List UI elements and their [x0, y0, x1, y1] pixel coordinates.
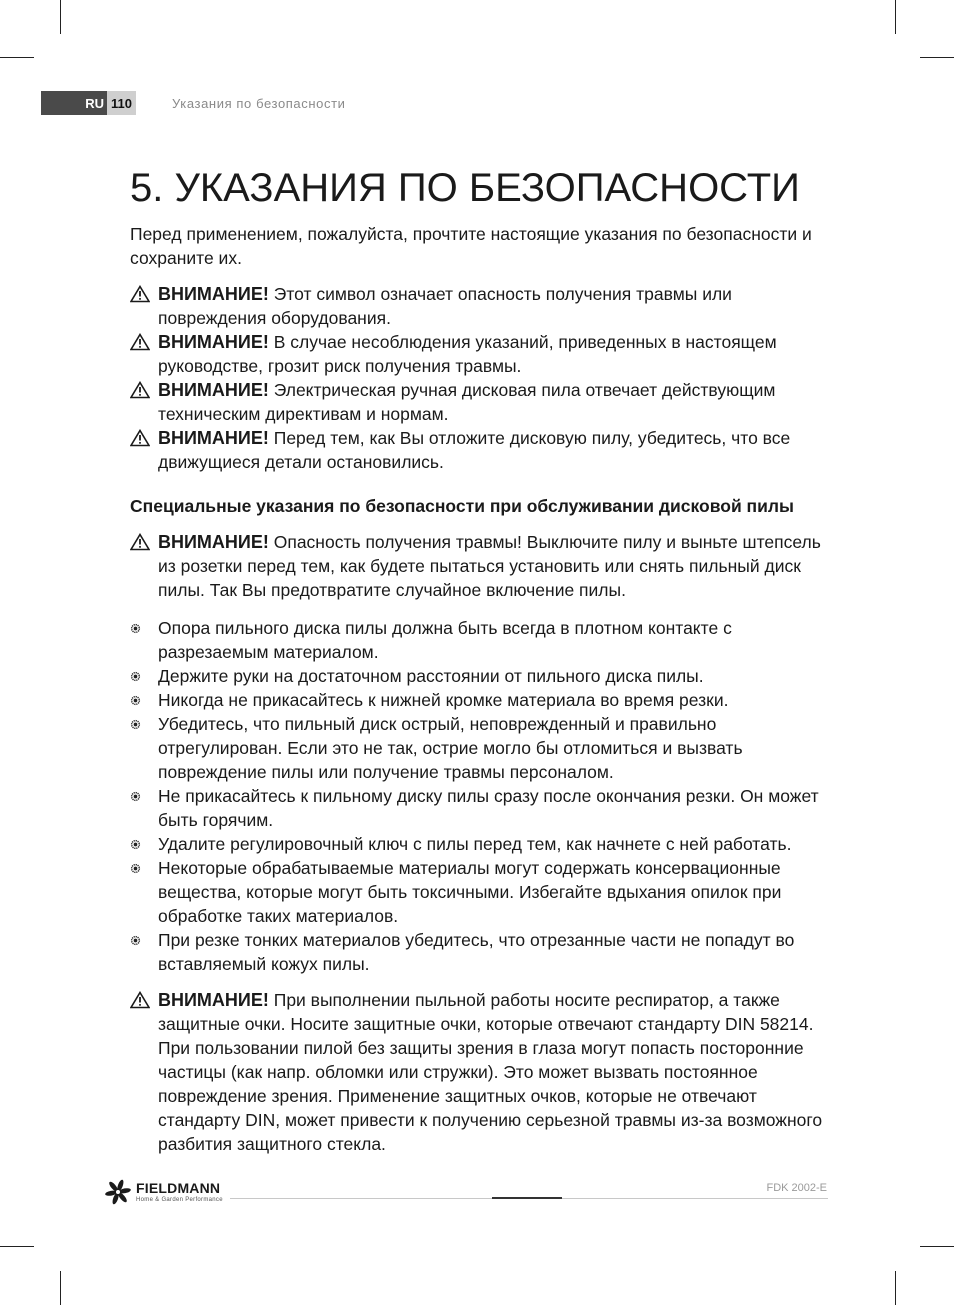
- page-title: 5. УКАЗАНИЯ ПО БЕЗОПАСНОСТИ: [130, 166, 800, 210]
- list-item: [130, 688, 830, 712]
- warning-text: Электрическая ручная дисковая пила отвечает действующим техническим директивам и нормам.: [158, 380, 776, 424]
- warning-triangle-icon: [130, 333, 150, 351]
- main-content: [130, 160, 830, 1156]
- list-item: [130, 712, 830, 784]
- gear-bullet-icon: [130, 623, 141, 634]
- bullet-text: Некоторые обрабатываемые материалы могут содержать консервационные вещества, которые могут быть токсичными. Избегайте вдыхания опилок при обработке таких материалов.: [158, 858, 782, 926]
- list-item: [130, 664, 830, 688]
- gear-bullet-icon: [130, 839, 141, 850]
- gear-bullet-icon: [130, 695, 141, 706]
- bullet-text: Держите руки на достаточном расстоянии от пильного диска пилы.: [158, 666, 704, 686]
- gear-bullet-icon: [130, 671, 141, 682]
- warning-label: ВНИМАНИЕ!: [158, 332, 269, 352]
- crop-mark: [920, 57, 954, 58]
- list-item: [130, 616, 830, 664]
- gear-bullet-icon: [130, 791, 141, 802]
- bullet-text: Не прикасайтесь к пильному диску пилы сразу после окончания резки. Он может быть горячим.: [158, 786, 819, 830]
- brand-name: FIELDMANN: [136, 1179, 221, 1196]
- crop-mark: [0, 1246, 34, 1247]
- warning-label: ВНИМАНИЕ!: [158, 284, 269, 304]
- warning-triangle-icon: [130, 381, 150, 399]
- page-header: [41, 91, 345, 115]
- warning-triangle-icon: [130, 429, 150, 447]
- running-header-title: Указания по безопасности: [172, 95, 346, 111]
- bullet-text: Никогда не прикасайтесь к нижней кромке материала во время резки.: [158, 690, 729, 710]
- warning-text: При выполнении пыльной работы носите респиратор, а также защитные очки. Носите защитные очки, которые отвечают стандарту DIN 58214. При пользовании пилой без защиты зрения в глаза могут попасть посторонние частицы (как напр. обломки или стружки). Это может вызвать постоянное повреждение зрения. Применение защитных очков, которые не отвечают стандарту DIN, может привести к получению серьезной травмы из-за возможного разбития защитного стекла.: [158, 990, 823, 1154]
- warning-triangle-icon: [130, 285, 150, 303]
- list-item: [130, 928, 830, 976]
- warning-label: ВНИМАНИЕ!: [158, 428, 269, 448]
- list-item: [130, 832, 830, 856]
- brand-logo: [104, 1178, 223, 1206]
- warning-triangle-icon: [130, 533, 150, 551]
- list-item: [130, 784, 830, 832]
- crop-mark: [60, 0, 61, 34]
- bullet-text: Опора пильного диска пилы должна быть всегда в плотном контакте с разрезаемым материалом.: [158, 618, 732, 662]
- brand-text: [136, 1181, 223, 1204]
- warning-item: [130, 426, 830, 474]
- warning-item: [130, 330, 830, 378]
- bullet-text: При резке тонких материалов убедитесь, что отрезанные части не попадут во вставляемый кожух пилы.: [158, 930, 795, 974]
- warning-label: ВНИМАНИЕ!: [158, 532, 269, 552]
- warning-label: ВНИМАНИЕ!: [158, 380, 269, 400]
- brand-tagline: Home & Garden Performance: [136, 1196, 223, 1203]
- list-item: [130, 856, 830, 928]
- gear-bullet-icon: [130, 719, 141, 730]
- crop-mark: [920, 1246, 954, 1247]
- footer-rule-accent: [492, 1197, 562, 1199]
- gear-bullet-icon: [130, 935, 141, 946]
- warning-item: [130, 530, 830, 602]
- bullet-text: Удалите регулировочный ключ с пилы перед тем, как начнете с ней работать.: [158, 834, 792, 854]
- warning-item: [130, 988, 830, 1156]
- page-number: 110: [107, 91, 136, 115]
- warning-text: Перед тем, как Вы отложите дисковую пилу, убедитесь, что все движущиеся детали остановились.: [158, 428, 791, 472]
- intro-paragraph: Перед применением, пожалуйста, прочтите настоящие указания по безопасности и сохраните их.: [130, 224, 812, 268]
- safety-bullet-list: [130, 616, 830, 976]
- bullet-text: Убедитесь, что пильный диск острый, неповрежденный и правильно отрегулирован. Если это не так, острие могло бы отломиться и вызвать повреждение пилы или получение травмы персоналом.: [158, 714, 743, 782]
- warning-item: [130, 378, 830, 426]
- model-number: FDK 2002-E: [766, 1182, 827, 1194]
- section-subheading: Специальные указания по безопасности при обслуживании дисковой пилы: [130, 496, 794, 516]
- warning-item: [130, 282, 830, 330]
- warning-label: ВНИМАНИЕ!: [158, 990, 269, 1010]
- gear-bullet-icon: [130, 863, 141, 874]
- language-tag: RU: [41, 91, 107, 115]
- crop-mark: [895, 1271, 896, 1305]
- warning-triangle-icon: [130, 991, 150, 1009]
- crop-mark: [895, 0, 896, 34]
- warning-text: В случае несоблюдения указаний, приведенных в настоящем руководстве, грозит риск получения травмы.: [158, 332, 777, 376]
- warning-text: Этот символ означает опасность получения травмы или повреждения оборудования.: [158, 284, 732, 328]
- warning-text: Опасность получения травмы! Выключите пилу и выньте штепсель из розетки перед тем, как будете пытаться установить или снять пильный диск пилы. Так Вы предотвратите случайное включение пилы.: [158, 532, 821, 600]
- crop-mark: [60, 1271, 61, 1305]
- fieldmann-leaf-icon: [104, 1178, 132, 1206]
- crop-mark: [0, 57, 34, 58]
